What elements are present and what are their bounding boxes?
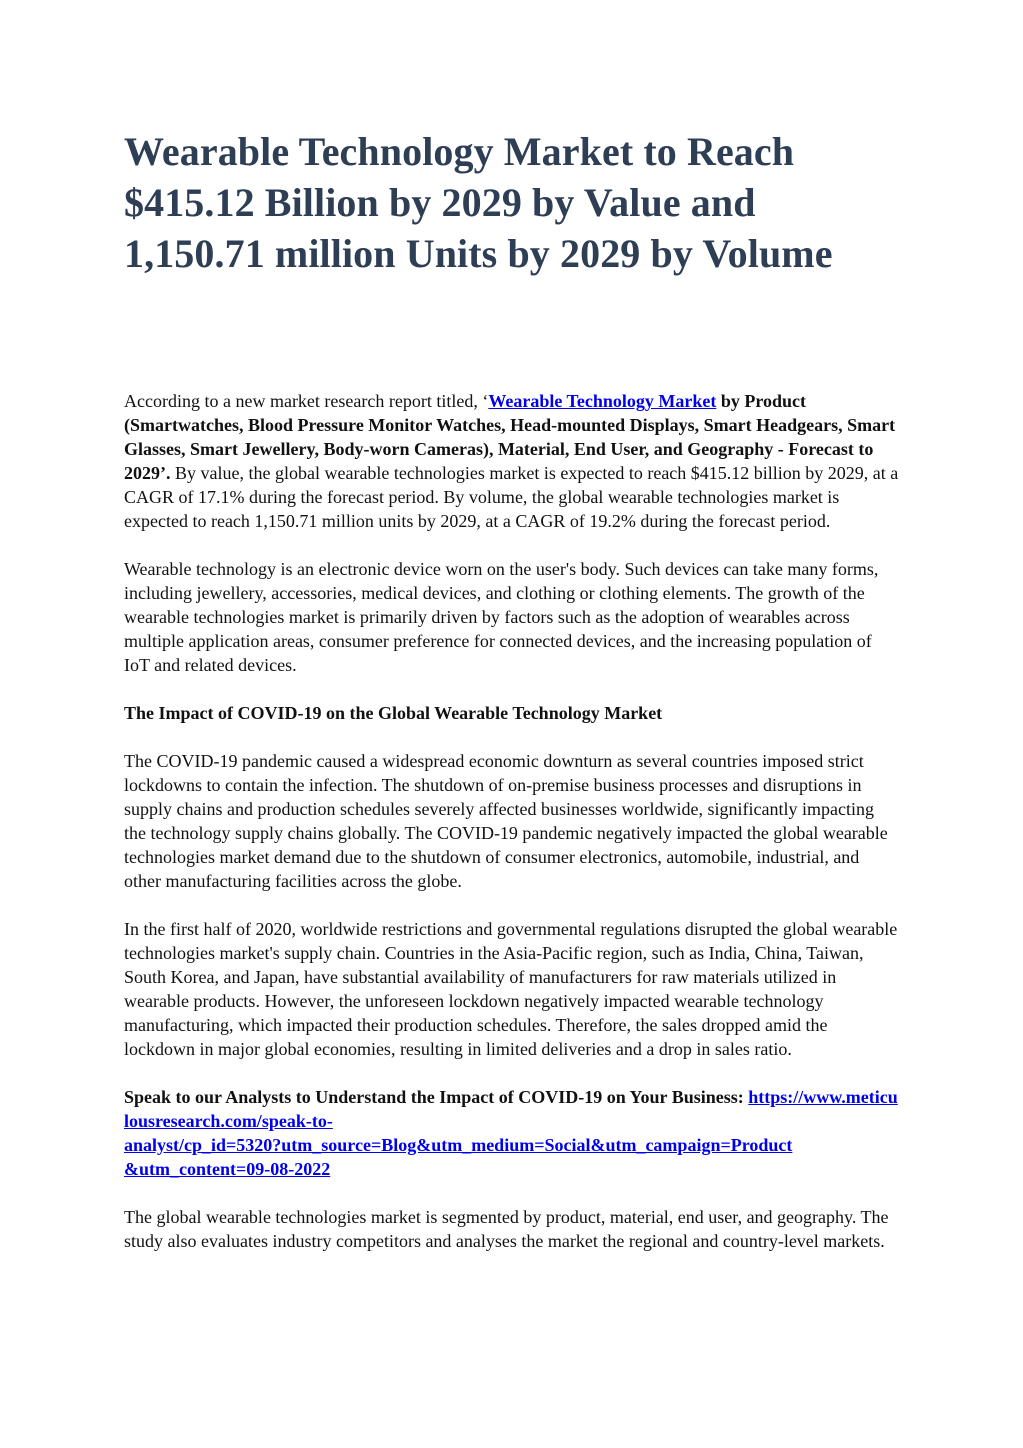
article-body	[124, 389, 900, 1253]
supply-chain-paragraph: In the first half of 2020, worldwide restrictions and governmental regulations disrupted the global wearable technologies market's supply chain. Countries in the Asia-Pacific region, such as India, China, Taiwan, South Korea, and Japan, have substantial availability of manufacturers for raw materials utilized in wearable products. However, the unforeseen lockdown negatively impacted wearable technology manufacturing, which impacted their production schedules. Therefore, the sales dropped amid the lockdown in major global economies, resulting in limited deliveries and a drop in sales ratio.	[124, 919, 898, 1059]
covid-downturn-paragraph: The COVID-19 pandemic caused a widespread economic downturn as several countries imposed strict lockdowns to contain the infection. The shutdown of on-premise business processes and disruptions in supply chains and production schedules severely affected businesses worldwide, significantly impacting the technology supply chains globally. The COVID-19 pandemic negatively impacted the global wearable technologies market demand due to the shutdown of consumer electronics, automobile, industrial, and other manufacturing facilities across the globe.	[124, 751, 888, 891]
analyst-link-line1: https://www.meticulousresearch.com/speak-to-	[124, 1087, 898, 1131]
document-page	[124, 126, 900, 1277]
intro-paragraph	[124, 389, 900, 533]
wearable-market-report-link[interactable]: Wearable Technology Market	[488, 391, 717, 411]
analyst-link-line2: analyst/cp_id=5320?utm_source=Blog&utm_medium=Social&utm_campaign=Product	[124, 1135, 793, 1155]
intro-prefix: According to a new market research report titled, ‘	[124, 391, 489, 411]
report-title-suffix: by Product (Smartwatches, Blood Pressure Monitor Watches, Head-mounted Displays, Smart Headgears, Smart Glasses, Smart Jewellery, Body-worn Cameras), Material, End User, and Geography - Forecast to 2029’.	[124, 391, 896, 483]
analyst-callout-label: Speak to our Analysts to Understand the Impact of COVID-19 on Your Business:	[124, 1087, 744, 1107]
covid-impact-heading: The Impact of COVID-19 on the Global Wearable Technology Market	[124, 703, 663, 723]
segmentation-paragraph: The global wearable technologies market is segmented by product, material, end user, and geography. The study also evaluates industry competitors and analyses the market the regional and country-level markets.	[124, 1207, 889, 1251]
analyst-callout	[124, 1085, 900, 1181]
intro-rest: By value, the global wearable technologies market is expected to reach $415.12 billion by 2029, at a CAGR of 17.1% during the forecast period. By volume, the global wearable technologies market is expected to reach 1,150.71 million units by 2029, at a CAGR of 19.2% during the forecast period.	[124, 463, 899, 531]
wearable-definition-paragraph: Wearable technology is an electronic device worn on the user's body. Such devices can take many forms, including jewellery, accessories, medical devices, and clothing or clothing elements. The growth of the wearable technologies market is primarily driven by factors such as the adoption of wearables across multiple application areas, consumer preference for connected devices, and the increasing population of IoT and related devices.	[124, 559, 879, 675]
analyst-link-line3: &utm_content=09-08-2022	[124, 1159, 331, 1179]
page-title: Wearable Technology Market to Reach $415.12 Billion by 2029 by Value and 1,150.71 million Units by 2029 by Volume	[124, 129, 833, 276]
